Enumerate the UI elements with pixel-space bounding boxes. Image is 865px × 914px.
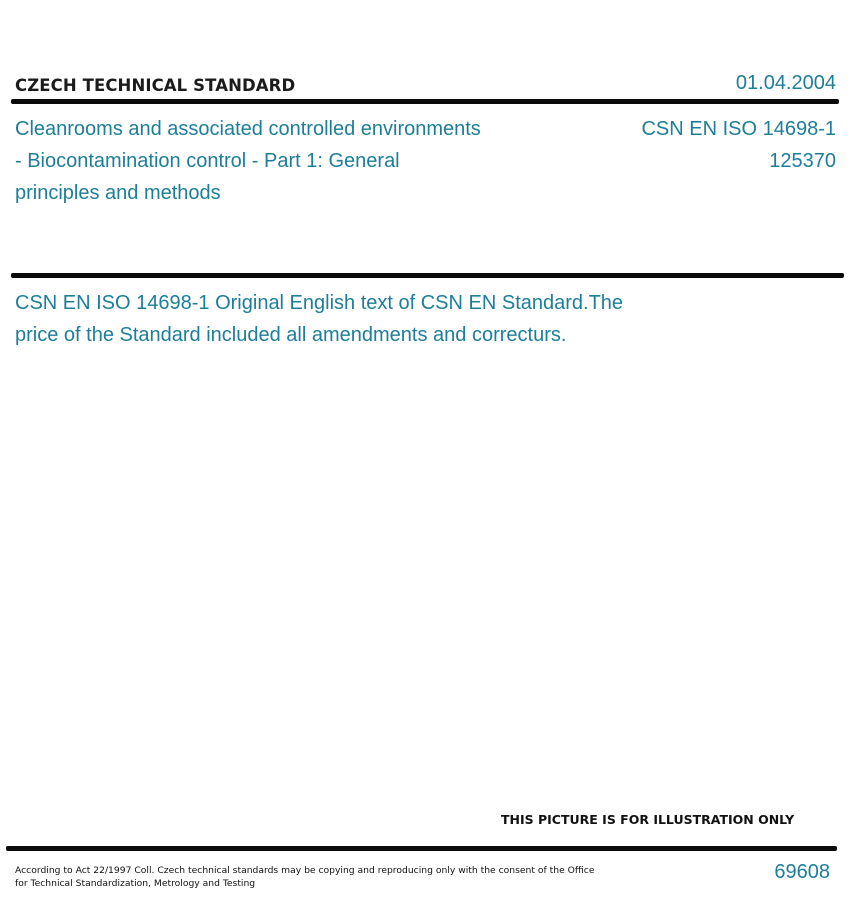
standard-designation: CSN EN ISO 14698-1 bbox=[641, 118, 836, 140]
description-line: price of the Standard included all amendments and correcturs. bbox=[15, 324, 567, 346]
header-divider bbox=[11, 99, 839, 104]
legal-notice-line: for Technical Standardization, Metrology and Testing bbox=[15, 878, 256, 889]
issue-date: 01.04.2004 bbox=[735, 72, 836, 94]
document-identifiers bbox=[641, 113, 836, 177]
description-line: CSN EN ISO 14698-1 Original English text of CSN EN Standard.The bbox=[15, 292, 624, 314]
document-code: 69608 bbox=[774, 861, 830, 883]
standard-type-heading: CZECH TECHNICAL STANDARD bbox=[15, 76, 296, 95]
document-title bbox=[15, 113, 535, 209]
footer-divider bbox=[6, 846, 837, 851]
document-title-line: Cleanrooms and associated controlled environments bbox=[15, 118, 481, 140]
catalog-number: 125370 bbox=[769, 150, 836, 172]
title-divider bbox=[11, 273, 844, 278]
document-title-line: principles and methods bbox=[15, 182, 221, 204]
legal-notice-line: According to Act 22/1997 Coll. Czech technical standards may be copying and reproducing only with the consent of the Office bbox=[15, 865, 595, 876]
document-title-line: - Biocontamination control - Part 1: General bbox=[15, 150, 400, 172]
legal-notice bbox=[15, 864, 595, 890]
document-description bbox=[15, 287, 715, 351]
illustration-disclaimer: THIS PICTURE IS FOR ILLUSTRATION ONLY bbox=[501, 812, 795, 827]
